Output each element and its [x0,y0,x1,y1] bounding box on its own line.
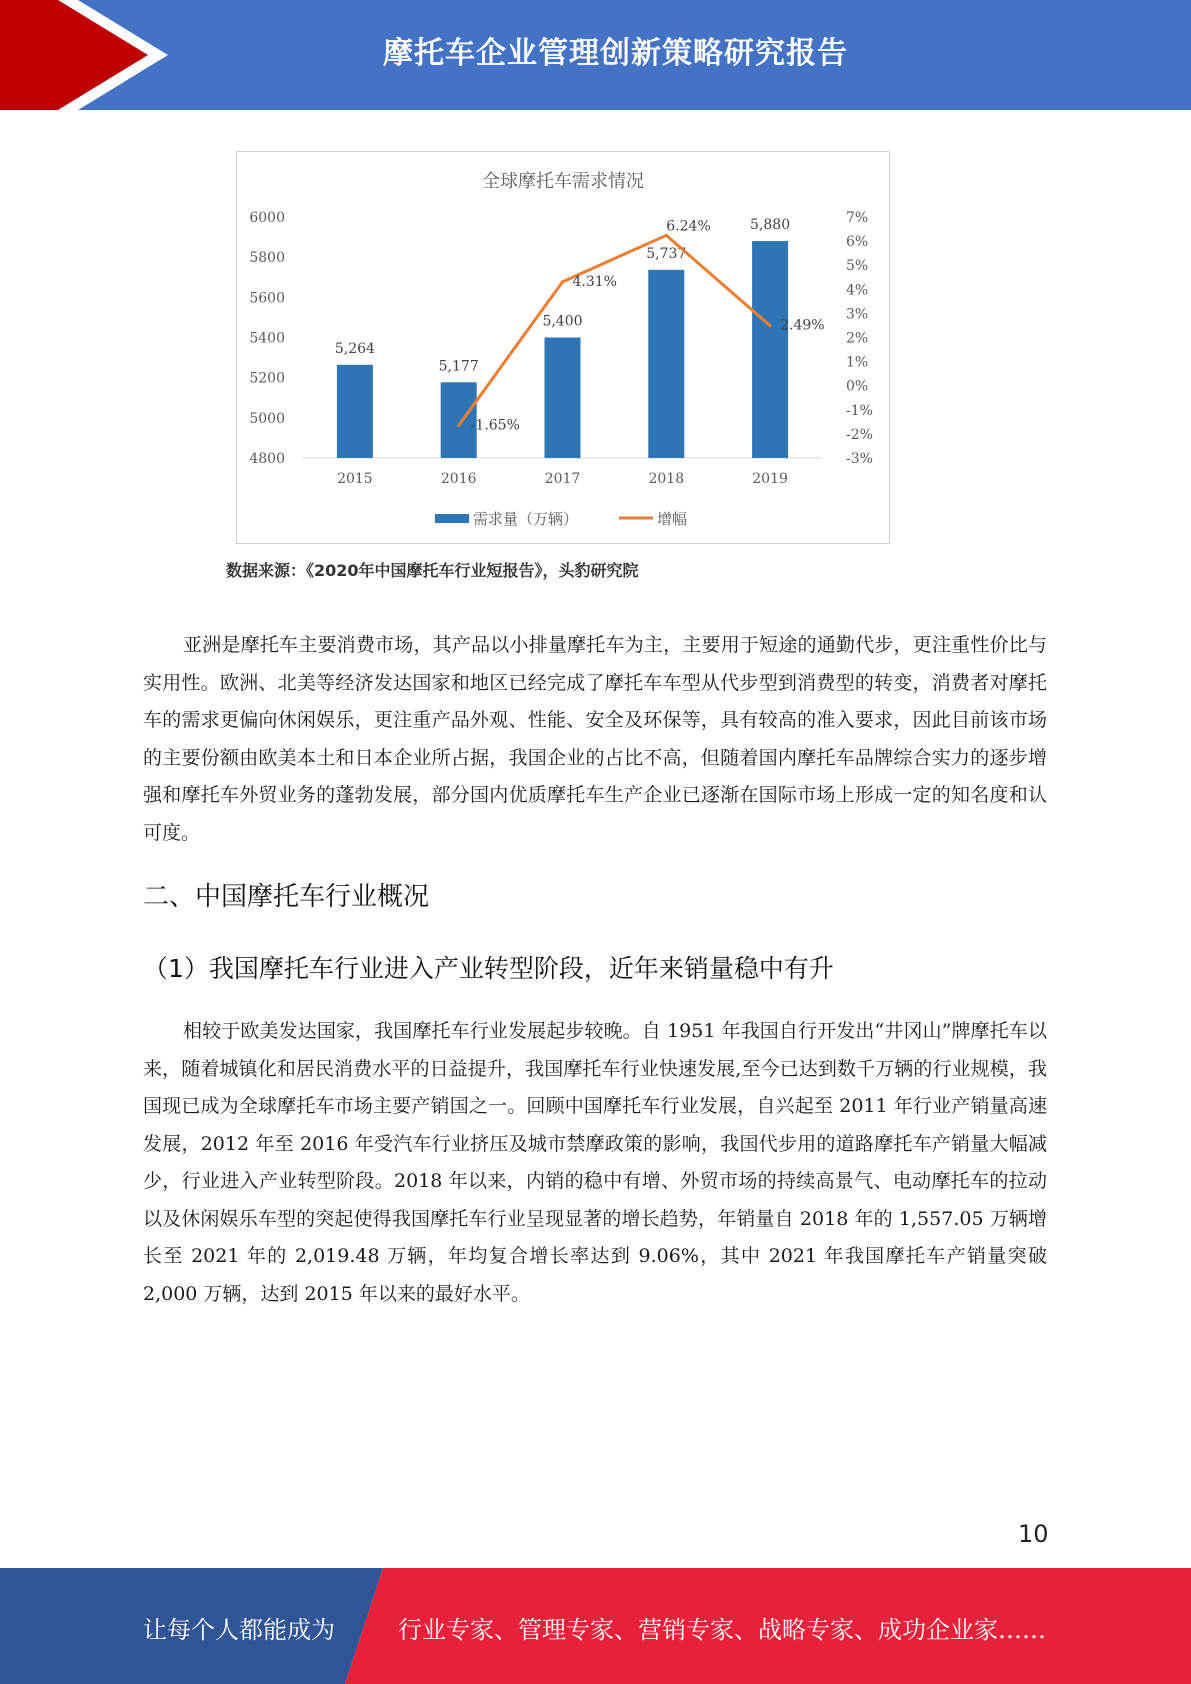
y-tick-label: 5600 [249,290,285,307]
bar [752,241,788,458]
growth-value-label: 4.31% [572,273,617,290]
page-header [0,0,1191,110]
growth-value-label: -1.65% [470,417,520,434]
legend-line-label: 增幅 [657,510,688,528]
y2-tick-label: 6% [846,234,869,251]
growth-value-label: 6.24% [666,218,711,235]
x-tick-label: 2016 [440,471,477,487]
y-tick-label: 5200 [249,370,285,387]
bar-value-label: 5,880 [750,217,791,234]
y2-tick-label: 7% [846,210,869,226]
x-tick-label: 2017 [544,471,581,487]
chart-canvas [237,152,889,543]
paragraph-asia-market: 亚洲是摩托车主要消费市场，其产品以小排量摩托车为主，主要用于短途的通勤代步，更注重性价比与实用性。欧洲、北美等经济发达国家和地区已经完成了摩托车车型从代步型到消费型的转变，消费者对摩托车的需求更偏向休闲娱乐，更注重产品外观、性能、安全及环保等，具有较高的准入要求，因此目前该市场的主要份额由欧美本土和日本企业所占据，我国企业的占比不高，但随着国内摩托车品牌综合实力的逐步增强和摩托车外贸业务的蓬勃发展，部分国内优质摩托车生产企业已逐渐在国际市场上形成一定的知名度和认可度。 [143,634,1047,844]
x-tick-label: 2015 [337,471,373,487]
y2-tick-label: 2% [846,330,869,347]
y-tick-label: 5000 [249,410,285,427]
bar-value-label: 5,177 [438,358,479,375]
bar-value-label: 5,264 [334,340,375,357]
growth-point [457,424,460,427]
y2-tick-label: -1% [846,402,873,419]
growth-line [459,235,770,425]
bar [337,365,373,458]
y-tick-label: 6000 [249,210,285,226]
section-heading: 二、中国摩托车行业概况 [143,882,430,912]
chart-source: 数据来源：《2020年中国摩托车行业短报告》，头豹研究院 [226,561,639,580]
y-tick-label: 5400 [249,330,285,347]
y2-tick-label: 1% [846,354,869,371]
legend-bar-swatch [435,514,469,523]
y-tick-label: 5800 [249,250,285,267]
growth-point [561,280,564,283]
y2-tick-label: -3% [846,451,873,467]
page-footer [0,1568,1191,1684]
paragraph-china-industry: 相较于欧美发达国家，我国摩托车行业发展起步较晚。自 1951 年我国自行开发出“井冈山”牌摩托车以来，随着城镇化和居民消费水平的日益提升，我国摩托车行业快速发展,至今已达到数千万辆的行业规模，我国现已成为全球摩托车市场主要产销国之一。回顾中国摩托车行业发展，自兴起至 2011 年行业产销量高速发展，2012 年至 2016 年受汽车行业挤压及城市禁摩政策的影响，我国代步用的道路摩托车产销量大幅减少，行业进入产业转型阶段。2018 年以来，内销的稳中有增、外贸市场的持续高景气、电动摩托车的拉动以及休闲娱乐车型的突起使得我国摩托车行业呈现显著的增长趋势，年销量自 2018 年的 1,557.05 万辆增长至 2021 年的 2,019.48 万辆，年均复合增长率达到 9.06%，其中 2021 年我国摩托车产销量突破 2,000 万辆，达到 2015 年以来的最好水平。 [143,1020,1047,1305]
y2-tick-label: 5% [846,258,869,275]
y2-tick-label: 4% [846,282,869,299]
y2-tick-label: 0% [846,378,869,395]
bar-value-label: 5,400 [542,313,583,330]
growth-value-label: 2.49% [780,317,825,334]
report-title: 摩托车企业管理创新策略研究报告 [383,36,848,71]
chart-title: 全球摩托车需求情况 [482,171,644,192]
demand-chart [236,151,890,544]
bar-value-label: 5,737 [646,245,687,262]
bar [648,270,684,458]
x-tick-label: 2018 [648,471,685,487]
x-tick-label: 2019 [752,471,788,487]
bar [545,338,581,459]
footer-slogan-right: 行业专家、管理专家、营销专家、战略专家、成功企业家…… [398,1616,1046,1644]
footer-slogan-left: 让每个人都能成为 [143,1616,335,1644]
legend-bar-label: 需求量（万辆） [473,510,579,528]
sub-heading: （1）我国摩托车行业进入产业转型阶段，近年来销量稳中有升 [143,954,834,983]
y2-tick-label: -2% [846,426,873,443]
growth-point [769,324,772,327]
y-tick-label: 4800 [249,451,285,467]
page-number: 10 [1018,1520,1049,1548]
y2-tick-label: 3% [846,306,869,323]
